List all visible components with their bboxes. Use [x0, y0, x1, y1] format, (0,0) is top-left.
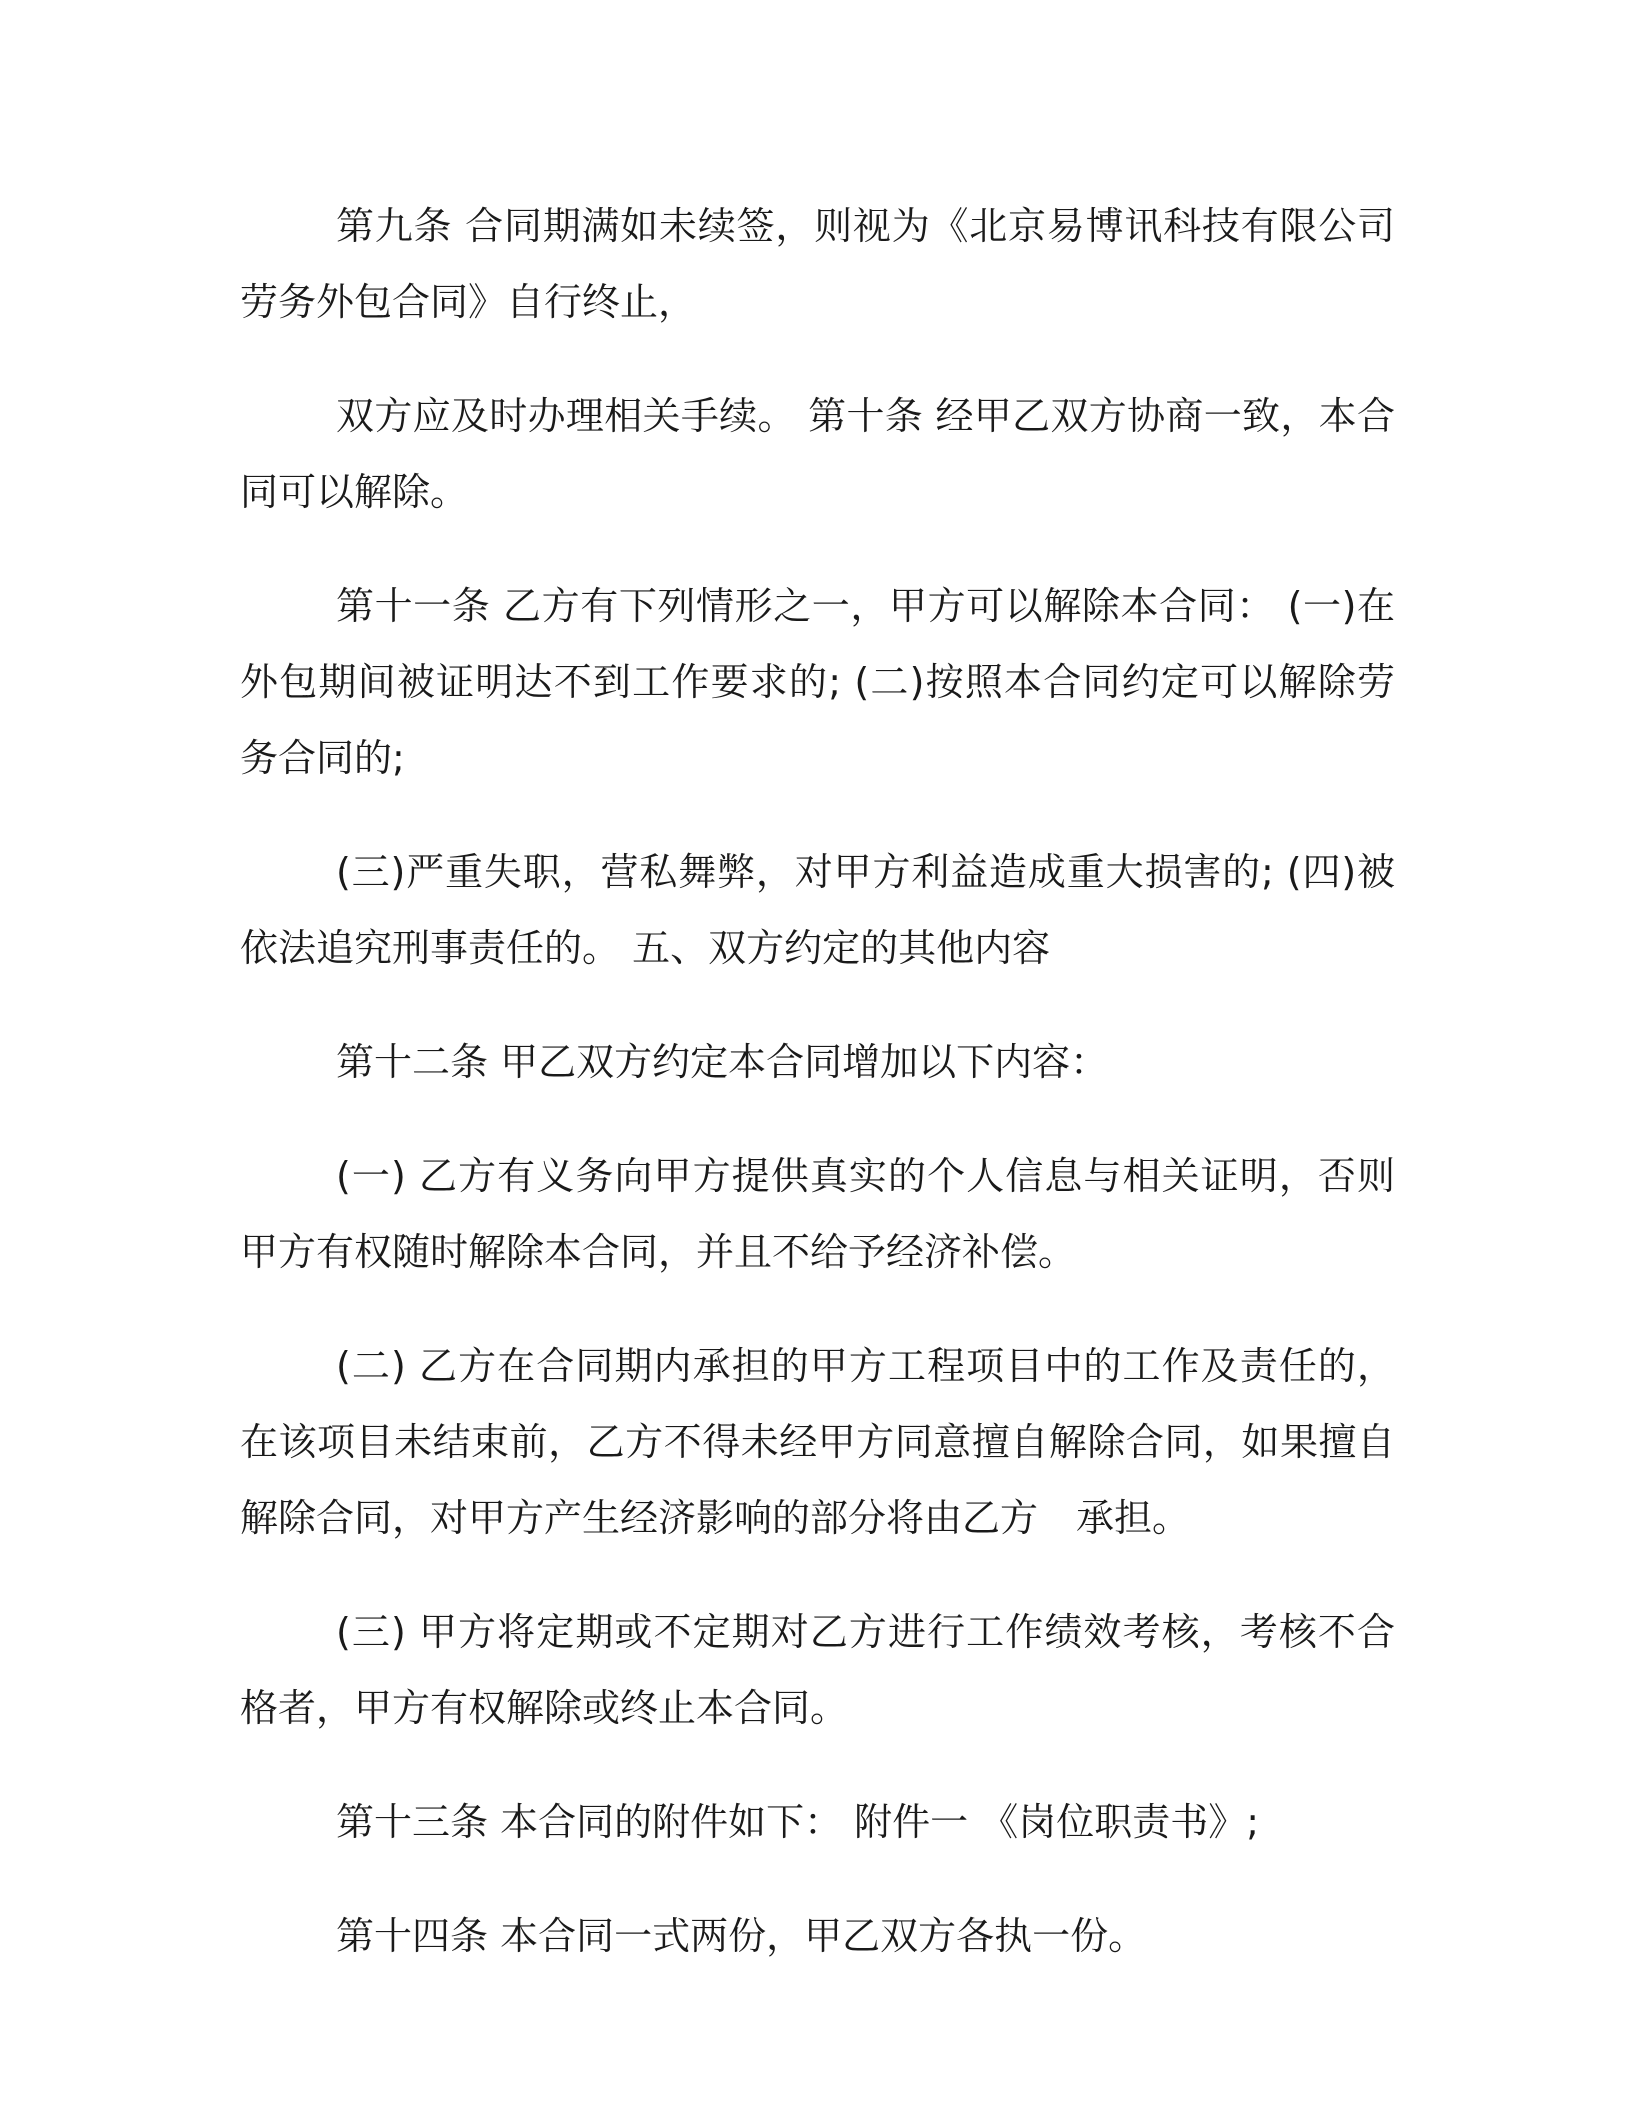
document-body	[240, 188, 1395, 2012]
paragraph-article-11-continued: (三)严重失职，营私舞弊，对甲方利益造成重大损害的; (四)被依法追究刑事责任的。 五、双方约定的其他内容	[240, 850, 1395, 970]
paragraph-article-12-item-2: (二) 乙方在合同期内承担的甲方工程项目中的工作及责任的，在该项目未结束前，乙方不得未经甲方同意擅自解除合同，如果擅自解除合同，对甲方产生经济影响的部分将由乙方 承担。	[240, 1344, 1395, 1540]
paragraph-article-12: 第十二条 甲乙双方约定本合同增加以下内容：	[336, 1040, 1109, 1084]
paragraph-article-12-item-3: (三) 甲方将定期或不定期对乙方进行工作绩效考核，考核不合格者，甲方有权解除或终止本合同。	[240, 1610, 1395, 1730]
paragraph-article-9: 第九条 合同期满如未续签，则视为《北京易博讯科技有限公司劳务外包合同》自行终止，	[240, 204, 1395, 324]
paragraph-article-11: 第十一条 乙方有下列情形之一，甲方可以解除本合同： (一)在外包期间被证明达不到工作要求的; (二)按照本合同约定可以解除劳务合同的;	[240, 584, 1395, 780]
paragraph-article-13: 第十三条 本合同的附件如下： 附件一 《岗位职责书》;	[336, 1800, 1260, 1844]
paragraph-article-10: 双方应及时办理相关手续。 第十条 经甲乙双方协商一致，本合同可以解除。	[240, 394, 1395, 514]
paragraph-article-14: 第十四条 本合同一式两份，甲乙双方各执一份。	[336, 1914, 1147, 1958]
paragraph-article-12-item-1: (一) 乙方有义务向甲方提供真实的个人信息与相关证明，否则甲方有权随时解除本合同，并且不给予经济补偿。	[240, 1154, 1395, 1274]
